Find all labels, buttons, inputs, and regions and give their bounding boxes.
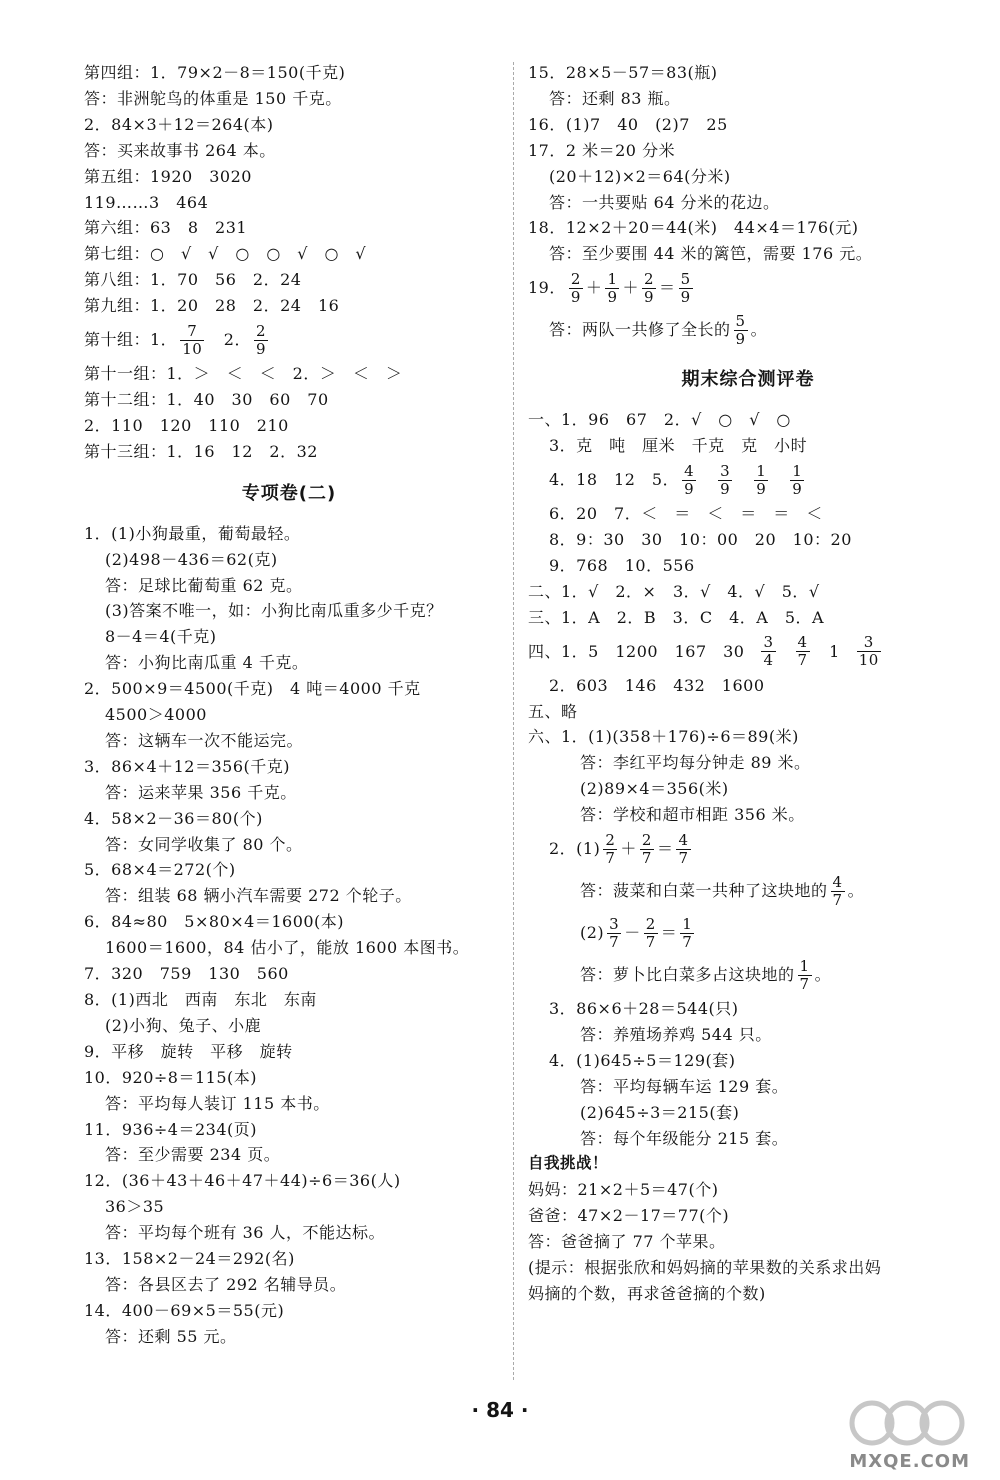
numerator: 4 [832,872,843,891]
fraction [831,874,845,909]
answer-line: 17．2 米＝20 分米 [528,140,676,160]
denominator: 4 [763,651,774,670]
answer-line: (3)答案不唯一，如：小狗比南瓜重多少千克？ [105,601,443,621]
answer-line: 第四组：1．79×2－8＝150(千克) [84,63,346,82]
answer-line: 12．(36＋43＋46＋47＋44)÷6＝36(人) [84,1171,401,1191]
denominator: 7 [799,974,810,993]
section-heading: 专项卷(二) [241,482,337,504]
fraction [857,634,881,669]
numerator: 1 [607,269,618,288]
fraction [640,832,654,867]
fraction [734,313,748,348]
answer-line: 4．(1)645÷5＝129(套) [549,1050,736,1070]
fraction [605,271,619,306]
numerator: 5 [680,269,691,288]
answer-line-fractions [528,828,968,870]
operator: ＋ [585,278,603,298]
answer-line-fractions [84,319,494,361]
answer-line: 答：买来故事书 264 本。 [84,140,276,160]
answer-line: (提示：根据张欣和妈妈摘的苹果数的关系求出妈 [528,1258,882,1278]
answer-line: 7．320 759 130 560 [84,964,289,984]
answer-text: 第十组：1． [84,330,178,350]
answer-line: 14．400－69×5＝55(元) [84,1300,285,1320]
answer-line: 答：养殖场养鸡 544 只。 [580,1024,772,1044]
numerator: 2 [255,321,267,340]
answer-text: 2．(1) [549,839,601,859]
answer-line: 六、1．(1)(358＋176)÷6＝89(米) [528,727,799,747]
fraction [680,916,694,951]
denominator: 9 [607,287,618,306]
operator: ＝ [656,839,674,859]
answer-line: (2)小狗、兔子、小鹿 [105,1015,262,1035]
challenge-heading: 自我挑战！ [528,1154,609,1173]
answer-line: (20＋12)×2＝64(分米) [549,166,731,186]
answer-line: 答：组装 68 辆小汽车需要 272 个轮子。 [105,886,412,906]
answer-line-fractions [528,954,968,996]
answer-line: 第十二组：1．40 30 60 70 [84,389,329,409]
numerator: 1 [792,461,803,480]
answer-line: 答：李红平均每分钟走 89 米。 [580,753,811,773]
denominator: 9 [756,479,767,498]
answer-line: 答：小狗比南瓜重 4 千克。 [105,653,309,673]
answer-line: 爸爸：47×2－17＝77(个) [528,1206,730,1226]
denominator: 9 [684,479,695,498]
answer-line: 2．84×3＋12＝264(本) [84,114,274,134]
answer-line: 第八组：1．70 56 2．24 [84,270,302,290]
answer-line: 答：平均每个班有 36 人，不能达标。 [105,1223,386,1243]
answer-line: 答：各县区去了 292 名辅导员。 [105,1274,347,1294]
fraction [603,832,617,867]
answer-line: 11．936÷4＝234(页) [84,1119,258,1139]
answer-line: 4．58×2－36＝80(个) [84,808,263,828]
page-number-dot: · [471,1398,487,1422]
denominator: 9 [680,287,691,306]
answer-text: 答：菠菜和白菜一共种了这块地的 [580,881,828,901]
answer-line: 答：非洲鸵鸟的体重是 150 千克。 [84,88,342,108]
answer-line: 8．(1)西北 西南 东北 东南 [84,990,317,1009]
fraction [754,463,768,498]
answer-line-fractions [528,912,968,954]
operator: ＋ [622,278,639,298]
answer-line: 答：还剩 55 元。 [105,1326,237,1346]
answer-line: 三、1．A 2．B 3．C 4．A 5．A [528,607,825,627]
denominator: 7 [797,651,808,670]
answer-text: 。 [847,881,865,901]
numerator: 2 [644,269,655,288]
answer-line: 答：运来苹果 356 千克。 [105,782,297,802]
answer-line: 答：一共要贴 64 分米的花边。 [549,192,780,212]
answer-line: (2)498－436＝62(克) [105,549,278,569]
numerator: 4 [797,633,808,652]
section-heading: 期末综合测评卷 [681,369,815,391]
answer-line: 妈摘的个数，再求爸爸摘的个数) [528,1284,766,1303]
answer-line: 答：平均每辆车运 129 套。 [580,1076,789,1096]
operator: － [624,923,641,943]
answer-line: 9．768 10．556 [549,555,695,575]
numerator: 3 [763,633,774,652]
numerator: 7 [187,321,198,340]
fraction [607,916,621,951]
fraction [682,463,696,498]
denominator: 9 [792,479,803,498]
fraction [180,323,204,358]
operator: ＝ [660,923,678,943]
denominator: 9 [720,479,731,498]
answer-line: 答：还剩 83 瓶。 [549,88,681,108]
numerator: 1 [799,956,810,975]
answer-line: 二、1．√ 2．× 3．√ 4．√ 5．√ [528,581,820,601]
answer-line: 答：每个年级能分 215 套。 [580,1128,789,1148]
answer-line: 16．(1)7 40 (2)7 25 [528,114,728,134]
answer-text: 答：两队一共修了全长的 [549,320,731,340]
fraction [796,634,810,669]
denominator: 7 [832,890,843,909]
answer-line: 3．克 吨 厘米 千克 克 小时 [549,436,808,456]
denominator: 10 [858,651,879,670]
answer-line: 答：学校和超市相距 356 米。 [580,805,805,825]
operator: ＋ [620,839,637,859]
answer-line: (2)645÷3＝215(套) [580,1102,740,1122]
watermark-site: MXQE.COM [849,1451,970,1472]
denominator: 9 [255,339,267,358]
answer-line-fractions [528,267,968,309]
answer-line: 4500＞4000 [105,705,207,725]
left-column [84,60,494,1350]
operator: ＝ [659,278,676,298]
answer-line: 五、略 [528,701,578,721]
answer-line: 18．12×2＋20＝44(米) 44×4＝176(元) [528,218,859,238]
numerator: 5 [735,311,746,330]
answer-text: 。 [814,965,832,985]
answer-text: 4．18 12 5． [549,470,680,490]
answer-line: 10．920÷8＝115(本) [84,1067,258,1087]
answer-line: 答：足球比葡萄重 62 克。 [105,575,303,595]
denominator: 7 [682,932,693,951]
right-column [528,60,968,1307]
fraction [790,463,804,498]
answer-line: 6．84≈80 5×80×4＝1600(本) [84,912,345,932]
answer-line: 9．平移 旋转 平移 旋转 [84,1041,293,1061]
answer-text: 1 [812,641,840,661]
answer-text: 答：萝卜比白菜多占这块地的 [580,965,795,985]
column-separator [513,62,514,1380]
answer-text: 四、1．5 1200 167 30 [528,641,745,661]
answer-line: 2．603 146 432 1600 [549,675,765,695]
answer-line: 5．68×4＝272(个) [84,860,236,880]
denominator: 9 [735,329,746,348]
answer-line: 2．500×9＝4500(千克) 4 吨＝4000 千克 [84,679,421,699]
denominator: 9 [644,287,655,306]
answer-line: 8．9：30 30 10：00 20 10：20 [549,529,852,549]
fraction [644,916,658,951]
answer-line: 答：女同学收集了 80 个。 [105,834,303,854]
answer-line: 答：平均每人装订 115 本书。 [105,1093,330,1113]
numerator: 2 [605,830,616,849]
page-number-dot: · [513,1398,529,1422]
numerator: 1 [756,461,767,480]
answer-line: 15．28×5－57＝83(瓶) [528,63,718,82]
answer-line: 3．86×6＋28＝544(只) [549,999,739,1019]
answer-line: 1600＝1600，84 估小了，能放 1600 本图书。 [105,938,470,958]
answer-line-fractions [528,631,968,673]
answer-line: 第九组：1．20 28 2．24 16 [84,296,340,316]
answer-line: 13．158×2－24＝292(名) [84,1249,295,1269]
numerator: 2 [641,830,652,849]
answer-line: 妈妈：21×2＋5＝47(个) [528,1180,719,1200]
denominator: 7 [641,848,652,867]
fraction [254,323,268,358]
answer-line: 第十一组：1．＞ ＜ ＜ 2．＞ ＜ ＞ [84,364,403,384]
numerator: 3 [720,461,731,480]
answer-text: (2) [580,923,605,943]
fraction [642,271,656,306]
answer-line: 3．86×4＋12＝356(千克) [84,756,291,776]
fraction [798,958,812,993]
answer-line: 8－4＝4(千克) [105,627,217,647]
answer-text: 19． [528,278,566,298]
answer-line-fractions [528,309,968,351]
answer-line: (2)89×4＝356(米) [580,779,729,799]
answer-line: 答：至少需要 234 页。 [105,1145,281,1165]
denominator: 10 [182,339,203,358]
answer-line: 答：爸爸摘了 77 个苹果。 [528,1232,726,1252]
denominator: 7 [609,932,620,951]
answer-line-fractions [528,459,968,501]
fraction [569,271,583,306]
fraction [676,832,690,867]
answer-line: 答：这辆车一次不能运完。 [105,730,304,750]
answer-line: 第十三组：1．16 12 2．32 [84,441,318,461]
answer-line: 答：至少要围 44 米的篱笆，需要 176 元。 [549,244,873,264]
answer-line: 一、1．96 67 2．√ ○ √ ○ [528,410,791,430]
answer-line: 2．110 120 110 210 [84,415,289,435]
numerator: 3 [609,914,620,933]
fraction [761,634,775,669]
denominator: 7 [605,848,616,867]
numerator: 1 [682,914,693,933]
answer-text: 2． [207,330,251,350]
numerator: 2 [570,269,581,288]
fraction [679,271,693,306]
denominator: 7 [645,932,656,951]
answer-line: 第六组：63 8 231 [84,218,248,238]
answer-line: 36＞35 [105,1197,165,1217]
answer-line: 119……3 464 [84,192,209,212]
answer-line: 第五组：1920 3020 [84,166,252,186]
answer-line: 1．(1)小狗最重，葡萄最轻。 [84,523,301,543]
page-number-value: 84 [486,1398,514,1422]
fraction [718,463,732,498]
answer-line: 第七组：○ √ √ ○ ○ √ ○ √ [84,244,367,264]
numerator: 2 [645,914,656,933]
numerator: 4 [684,461,695,480]
numerator: 4 [678,830,689,849]
denominator: 9 [570,287,581,306]
numerator: 3 [863,633,874,652]
answer-text: 。 [750,320,768,340]
answer-line-fractions [528,870,968,912]
denominator: 7 [678,848,689,867]
answer-line: 6．20 7．＜ ＝ ＜ ＝ ＝ ＜ [549,504,823,524]
